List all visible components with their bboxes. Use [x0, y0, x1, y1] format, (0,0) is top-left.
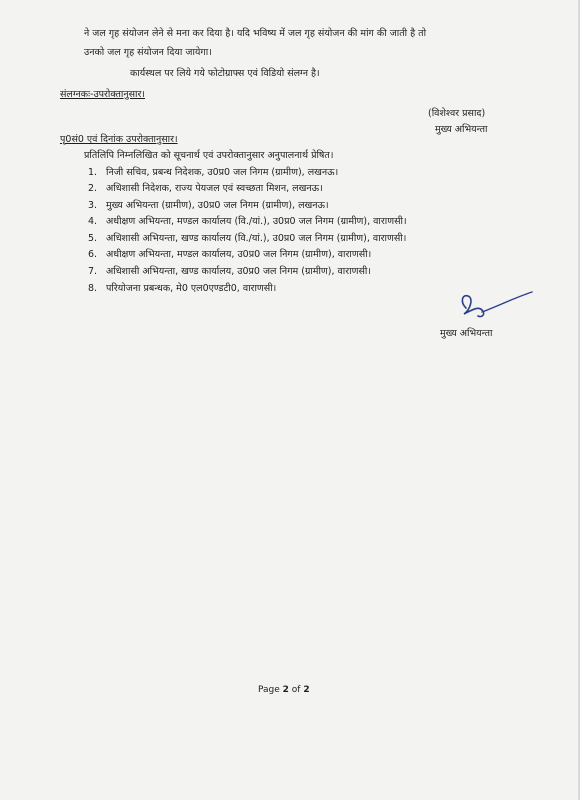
list-item-number: 3. [88, 200, 98, 211]
signature-image [452, 288, 537, 330]
list-item [88, 249, 371, 261]
signatory-designation-bottom: मुख्य अभियन्ता [440, 328, 493, 339]
list-item-number: 4. [88, 216, 98, 227]
list-item-number: 1. [88, 167, 98, 178]
paragraph-line-2: उनको जल गृह संयोजन दिया जायेगा। [84, 47, 212, 58]
list-item [88, 233, 406, 245]
list-item [88, 283, 276, 295]
list-item [88, 200, 329, 212]
list-item-text: अधिशासी निदेशक, राज्य पेयजल एवं स्वच्छता मिशन, लखनऊ। [106, 183, 323, 194]
page-current: 2 [282, 685, 289, 695]
list-item [88, 266, 371, 278]
reference-label: पृ0सं0 एवं दिनांक उपरोक्तानुसार। [60, 134, 178, 145]
list-item [88, 216, 407, 228]
list-item-number: 7. [88, 266, 98, 277]
list-item-text: मुख्य अभियन्ता (ग्रामीण), उ0प्र0 जल निगम (ग्रामीण), लखनऊ। [106, 200, 329, 211]
list-item-text: अधिशासी अभियन्ता, खण्ड कार्यालय, उ0प्र0 जल निगम (ग्रामीण), वाराणसी। [106, 266, 371, 277]
list-item-number: 2. [88, 183, 98, 194]
list-item-number: 8. [88, 283, 98, 294]
list-item-text: निजी सचिव, प्रबन्ध निदेशक, उ0प्र0 जल निगम (ग्रामीण), लखनऊ। [106, 167, 339, 178]
list-item [88, 183, 323, 195]
page-total: 2 [303, 685, 310, 695]
enclosure-label: संलग्नकः-उपरोक्तानुसार। [60, 89, 146, 100]
signatory-name: (विशेश्वर प्रसाद) [428, 108, 486, 119]
page-prefix: Page [258, 685, 283, 695]
list-item-text: अधिशासी अभियन्ता, खण्ड कार्यालय (वि./यां.), उ0प्र0 जल निगम (ग्रामीण), वाराणसी। [106, 233, 407, 244]
page-of: of [288, 685, 304, 695]
list-item-text: अधीक्षण अभियन्ता, मण्डल कार्यालय, उ0प्र0 जल निगम (ग्रामीण), वाराणसी। [106, 249, 372, 260]
list-item [88, 167, 338, 179]
signatory-designation-top: मुख्य अभियन्ता [435, 124, 488, 135]
paragraph-line-1: ने जल गृह संयोजन लेने से मना कर दिया है। यदि भविष्य में जल गृह संयोजन की मांग की जाती है तो [84, 28, 427, 39]
list-item-number: 5. [88, 233, 98, 244]
page-number [258, 684, 310, 696]
list-item-text: परियोजना प्रबन्धक, मे0 एल0एण्डटी0, वाराणसी। [106, 283, 277, 294]
paragraph-line-3: कार्यस्थल पर लिये गये फोटोग्राफ्स एवं विडियो संलग्न है। [130, 68, 320, 79]
list-item-text: अधीक्षण अभियन्ता, मण्डल कार्यालय (वि./यां.), उ0प्र0 जल निगम (ग्रामीण), वाराणसी। [106, 216, 407, 227]
copy-intro: प्रतिलिपि निम्नलिखित को सूचनार्थ एवं उपरोक्तानुसार अनुपालनार्थ प्रेषित। [84, 150, 334, 161]
list-item-number: 6. [88, 249, 98, 260]
